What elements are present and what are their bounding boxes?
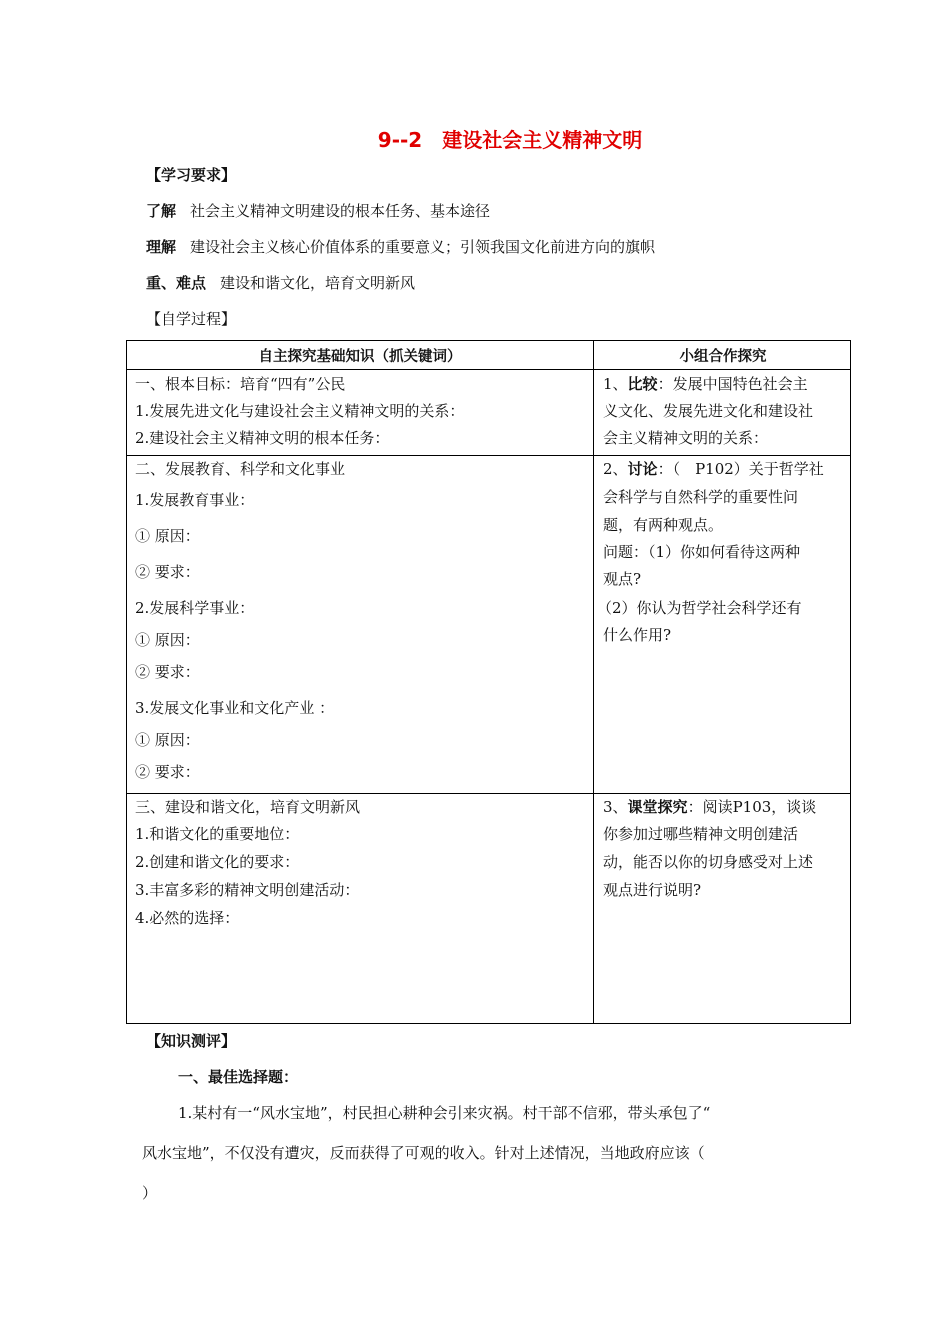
key-points-row <box>146 272 415 293</box>
right-r1-line-3: 会主义精神文明的关系： <box>603 429 769 447</box>
right-r2-bold: 讨论 <box>627 460 658 478</box>
left-r1-line-2: 1.发展先进文化与建设社会主义精神文明的关系： <box>135 402 465 420</box>
right-r1-rest: ：发展中国特色社会主 <box>657 375 808 393</box>
assessment-heading: 【知识测评】 <box>146 1032 237 1050</box>
right-r2-line-1 <box>603 458 824 479</box>
right-r3-rest: ：阅读P103，谈谈 <box>687 798 817 816</box>
left-r2-line-5: 2.发展科学事业： <box>135 599 255 617</box>
comprehend-text: 建设社会主义核心价值体系的重要意义；引领我国文化前进方向的旗帜 <box>190 238 656 256</box>
left-r3-line-4: 3.丰富多彩的精神文明创建活动： <box>135 881 360 899</box>
left-r2-line-2: 1.发展教育事业： <box>135 491 255 509</box>
left-r2-line-8: 3.发展文化事业和文化产业 ： <box>135 699 335 717</box>
page-title: 9--2 建设社会主义精神文明 <box>377 128 643 152</box>
right-r3-line-3: 动，能否以你的切身感受对上述 <box>603 853 814 871</box>
left-r2-line-10: ② 要求： <box>135 763 200 781</box>
table-header-left: 自主探究基础知识（抓关键词） <box>258 349 462 365</box>
question-1-line-2: 风水宝地”，不仅没有遭灾，反而获得了可观的收入。针对上述情况，当地政府应该（ <box>142 1144 705 1162</box>
understand-text: 社会主义精神文明建设的根本任务、基本途径 <box>190 202 491 220</box>
table-column-divider <box>593 341 594 1023</box>
left-r2-line-4: ② 要求： <box>135 563 200 581</box>
key-points-text: 建设和谐文化，培育文明新风 <box>220 274 416 292</box>
right-r3-line-4: 观点进行说明? <box>603 881 702 899</box>
right-r2-prefix: 2、 <box>603 460 628 478</box>
right-r2-rest: ：（ P102）关于哲学社 <box>657 460 824 478</box>
right-r1-line-2: 义文化、发展先进文化和建设社 <box>603 402 814 420</box>
right-r2-line-3: 题，有两种观点。 <box>603 516 724 534</box>
table-header-right: 小组合作探究 <box>679 349 767 365</box>
right-r2-line-4: 问题：（1）你如何看待这两种 <box>603 543 801 561</box>
right-r2-line-7: 什么作用? <box>603 626 672 644</box>
right-r1-bold: 比较 <box>627 375 658 393</box>
left-r1-line-3: 2.建设社会主义精神文明的根本任务： <box>135 429 390 447</box>
comprehend-row <box>146 236 655 257</box>
left-r3-line-1: 三、建设和谐文化，培育文明新风 <box>135 798 361 816</box>
question-1-line-1: 1.某村有一“风水宝地”，村民担心耕种会引来灾祸。村干部不信邪，带头承包了“ <box>178 1104 711 1122</box>
right-r3-prefix: 3、 <box>603 798 628 816</box>
right-r1-line-1 <box>603 373 808 394</box>
left-r3-line-5: 4.必然的选择： <box>135 909 240 927</box>
self-study-heading: 【自学过程】 <box>146 310 237 328</box>
right-r3-line-1 <box>603 796 816 817</box>
left-r3-line-3: 2.创建和谐文化的要求： <box>135 853 300 871</box>
right-r3-line-2: 你参加过哪些精神文明创建活 <box>603 825 799 843</box>
left-r3-line-2: 1.和谐文化的重要地位： <box>135 825 300 843</box>
requirements-heading: 【学习要求】 <box>146 166 237 184</box>
right-r3-bold: 课堂探究 <box>627 798 688 816</box>
right-r2-line-6: （2）你认为哲学社会科学还有 <box>597 599 802 617</box>
question-1-line-3: ） <box>142 1184 158 1202</box>
right-r2-line-2: 会科学与自然科学的重要性问 <box>603 488 799 506</box>
table-row-divider-2 <box>127 793 850 794</box>
left-r2-line-1: 二、发展教育、科学和文化事业 <box>135 460 346 478</box>
understand-label: 了解 <box>146 202 177 220</box>
left-r2-line-6: ① 原因： <box>135 631 200 649</box>
table-header-divider <box>127 369 850 370</box>
assessment-subheading: 一、最佳选择题： <box>178 1068 299 1086</box>
comprehend-label: 理解 <box>146 238 177 256</box>
right-r2-line-5: 观点? <box>603 570 642 588</box>
table-row-divider-1 <box>127 455 850 456</box>
left-r2-line-9: ① 原因： <box>135 731 200 749</box>
key-points-label: 重、难点 <box>146 274 207 292</box>
left-r2-line-3: ① 原因： <box>135 527 200 545</box>
study-table <box>126 340 851 1024</box>
left-r2-line-7: ② 要求： <box>135 663 200 681</box>
right-r1-prefix: 1、 <box>603 375 628 393</box>
understand-row <box>146 200 490 221</box>
left-r1-line-1: 一、根本目标：培育“四有”公民 <box>135 375 346 393</box>
